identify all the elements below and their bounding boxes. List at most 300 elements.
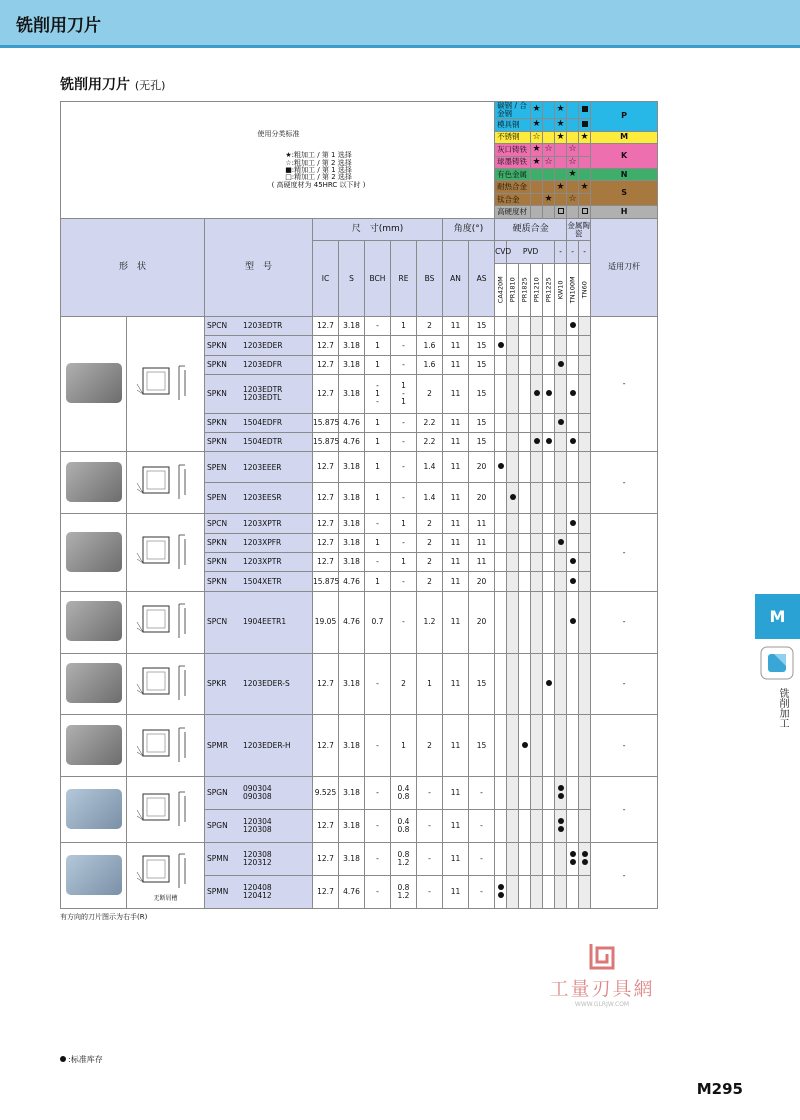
model-cell [205,375,313,414]
dim-cell [365,413,391,432]
grade-cell [567,452,579,483]
grade-cell [519,843,531,876]
grade-cell [555,413,567,432]
dim-cell [313,483,339,514]
grade-cell [543,317,555,336]
dim-cell [313,452,339,483]
iso-group-K [591,144,658,169]
watermark-logo-icon [587,942,617,970]
stock-legend-text: :标准库存 [68,1055,103,1064]
grade-cell [543,355,555,374]
grade-cell [495,777,507,810]
material-name: 有色金属 [497,169,528,179]
dim-value: 11 [450,462,461,472]
insert-drawing-icon [135,598,197,644]
grade-cell [495,653,507,715]
dim-value: 12.7 [317,557,334,567]
dim-cell [469,572,495,591]
model-code: 1203EDTR 1203EDTL [243,385,283,402]
material-mark-cell [543,181,555,193]
material-mark-cell [555,169,567,181]
material-mark-0: ★ [532,104,541,115]
material-mark-cell [555,131,567,143]
material-mark-cell [531,131,543,143]
dim-value: 3.18 [343,340,360,350]
legend-title: 使用分类标准 [257,129,300,138]
legend-item: ( 高硬度材为 45HRC 以下时 ) [271,180,366,189]
legend-item: ☆:粗加工 / 第 2 选择 [285,158,352,167]
insert-drawing-icon [135,459,197,505]
stock-dot [498,463,504,469]
col-model-label: 型 号 [244,261,272,272]
grade-cell [555,715,567,777]
dim-value: - [428,821,431,831]
model-prefix: SPEN [207,462,227,472]
grade-cell [519,413,531,432]
material-name: 模具钢 [497,119,520,129]
material-mark-2: ★ [556,131,565,142]
model-cell [205,810,313,843]
watermark [536,942,668,1008]
grade-cell [567,653,579,715]
material-mark-cell [531,144,543,156]
dim-value: 11 [450,340,461,350]
dim-cell [443,533,469,552]
grade-cell [555,433,567,452]
dim-value: 1 - 1 [401,381,406,406]
stock-dot [498,342,504,348]
grade-cell [507,355,519,374]
dim-value: 11 [450,321,461,331]
dim-value: - [376,821,379,831]
grade-cell [519,317,531,336]
grade-cell [495,715,507,777]
dim-cell [469,355,495,374]
grade-cell [579,591,591,653]
grade-PR1210 [531,263,543,316]
dim-cell [391,777,417,810]
dim-value: 15 [476,340,487,350]
material-mark-cell [555,193,567,205]
dim-cell [365,533,391,552]
grade-cell [579,336,591,355]
section-subtitle: (无孔) [134,79,166,92]
table-row [61,317,658,336]
watermark-url: WWW.GLRJW.COM [574,1001,630,1008]
material-mark-cell [567,131,579,143]
holder-cell [591,777,658,843]
dim-value: 11 [450,537,461,547]
model-prefix: SPKN [207,437,227,447]
stock-dot [498,892,504,898]
insert-photo [61,317,127,452]
grade-cell [543,533,555,552]
grade-cell [567,483,579,514]
stock-dot [558,785,564,791]
grade-cell [519,514,531,533]
dim-value: 11 [450,557,461,567]
dim-cell [417,433,443,452]
dim-value: 15 [476,679,487,689]
model-prefix: SPKN [207,557,227,567]
material-row-label [495,181,531,193]
dim-value: 12.7 [317,340,334,350]
grade-cell [519,552,531,571]
material-mark-cell [543,102,555,119]
grade-cell [543,810,555,843]
dim-value: 11 [450,821,461,831]
grade-cell [507,336,519,355]
grade-cell [567,533,579,552]
stock-dot [558,539,564,545]
grade-cell [495,336,507,355]
dim-value: 1 [401,321,406,331]
grade-cell [579,777,591,810]
grade-cell [519,653,531,715]
grade-cell [531,572,543,591]
insert-image [66,601,122,641]
dim-value: 15 [476,437,487,447]
grade-cell [543,552,555,571]
model-code: 1203XPFR [243,537,282,547]
grade-cell [507,483,519,514]
grade-cell [519,533,531,552]
dim-cell [339,514,365,533]
material-mark-3: ☆ [568,156,577,167]
grade-cell [507,875,519,908]
dim-value: 20 [476,576,487,586]
stock-dot [582,851,588,857]
insert-drawing [127,653,205,715]
material-mark-cell [555,119,567,131]
grade-cell [543,336,555,355]
col-shape-label: 形 状 [118,261,146,272]
grade-cell [531,317,543,336]
holder-value: - [622,379,626,389]
insert-drawing [127,452,205,514]
grade-cell [567,777,579,810]
insert-drawing [127,514,205,591]
stock-dot [558,793,564,799]
grade-cell [495,483,507,514]
material-mark-1: ☆ [544,144,553,155]
dim-cell [417,483,443,514]
stock-dot [582,859,588,865]
dim-label: IC [321,273,330,283]
material-mark-cell [531,206,543,218]
col-pvd [507,241,555,264]
dim-value: - [402,462,405,472]
dim-value: 3.18 [343,389,360,399]
dim-value: - [402,340,405,350]
grade-cell [495,317,507,336]
grade-cell [531,483,543,514]
dim-cell [339,875,365,908]
grade-cell [555,317,567,336]
dim-value: 4.76 [343,617,360,627]
stock-dot [570,618,576,624]
col-carbide-label: 硬质合金 [512,223,549,234]
grade-cell [579,483,591,514]
dim-cell [391,514,417,533]
model-code: 1203EESR [243,493,282,503]
grade-cell [519,452,531,483]
dim-value: 0.4 0.8 [397,817,410,835]
dim-cell [339,552,365,571]
dim-cell [469,533,495,552]
grade-cell [531,336,543,355]
dim-cell [469,552,495,571]
grade-cell [555,653,567,715]
grade-TN100M [567,263,579,316]
dim-cell [339,483,365,514]
grade-label: CA420M [496,276,505,304]
dim-value: 1 [401,740,406,750]
insert-table [60,101,658,909]
dim-cell [339,375,365,414]
model-cell [205,355,313,374]
grade-TN60 [579,263,591,316]
material-mark-2: ★ [556,181,565,192]
dim-value: 1.4 [423,493,436,503]
dim-cell [417,591,443,653]
insert-photo [61,843,127,909]
dim-value: 0.8 1.2 [397,850,410,867]
drawing-note: 无断屑槽 [153,895,178,903]
grade-cell [495,413,507,432]
dim-value: 11 [450,679,461,689]
iso-group-P [591,102,658,132]
material-mark-0: ★ [532,119,541,130]
dim-cell [417,355,443,374]
material-mark-cell [567,144,579,156]
grade-cell [495,375,507,414]
dim-value: 11 [476,537,487,547]
dim-cell [469,433,495,452]
dim-cell [313,336,339,355]
dim-cell [469,452,495,483]
dim-cell [339,355,365,374]
col-dash [555,241,567,264]
dim-value: 11 [450,617,461,627]
material-mark-cell [543,144,555,156]
dim-value: 20 [476,617,487,627]
grade-KW10 [555,263,567,316]
grade-cell [519,572,531,591]
dim-value: 12.7 [317,854,334,864]
grade-cell [579,433,591,452]
dim-value: 1 [401,557,406,567]
grade-cell [543,433,555,452]
dim-cell [443,591,469,653]
legend-item: □:精加工 / 第 2 选择 [285,173,352,182]
grade-cell [567,572,579,591]
material-name: 碳钢 / 合金钢 [497,101,527,119]
material-name: 耐热合金 [497,182,528,192]
model-code: 1203EDFR [243,360,283,370]
dim-value: 1.6 [423,340,436,350]
grade-cell [507,375,519,414]
grade-cell [507,433,519,452]
material-mark-4 [582,106,588,112]
grade-cell [579,653,591,715]
dim-value: 0.4 0.8 [397,784,410,802]
dim-cell [365,452,391,483]
stock-dot [570,438,576,444]
col-dim-AS [469,241,495,317]
grade-cell [495,355,507,374]
side-tab-m[interactable]: M [755,594,800,639]
grade-cell [495,533,507,552]
model-prefix: SPGN [207,788,228,798]
dim-cell [469,375,495,414]
grade-cell [555,336,567,355]
grade-cell [531,591,543,653]
grade-cell [519,355,531,374]
dim-value: - [376,788,379,798]
dim-cell [443,810,469,843]
material-mark-2: ★ [556,104,565,115]
insert-image [66,855,122,895]
dim-cell [469,777,495,810]
grade-label: PR1810 [508,277,517,303]
dim-value: 1 [375,576,380,586]
grade-cell [543,653,555,715]
col-dims-label: 尺 寸(mm) [351,223,404,234]
grade-cell [507,552,519,571]
insert-drawing-icon [135,722,197,768]
dim-cell [391,552,417,571]
dim-value: 11 [450,788,461,798]
grade-cell [555,591,567,653]
grade-cell [579,355,591,374]
grade-cell [519,483,531,514]
grade-cell [555,843,567,876]
grade-cell [507,777,519,810]
section-title [60,74,165,94]
grade-cell [495,552,507,571]
material-mark-cell [531,169,543,181]
dim-value: - [480,887,483,897]
grade-cell [555,533,567,552]
dim-value: 3.18 [343,518,360,528]
dim-value: 15.875 [313,437,340,447]
dim-cell [313,810,339,843]
material-mark-cell [543,119,555,131]
grade-cell [579,552,591,571]
stock-dot [546,390,552,396]
dim-value: 11 [450,576,461,586]
material-mark-cell [555,181,567,193]
material-mark-1: ★ [544,193,553,204]
material-mark-cell [567,156,579,168]
material-row-label [495,144,531,156]
holder-value: - [622,740,626,750]
material-mark-cell [543,156,555,168]
grade-cell [531,433,543,452]
grade-label: PR1825 [520,277,529,303]
model-code: 1504XETR [243,576,282,586]
grade-cell [531,875,543,908]
grade-cell [555,483,567,514]
grade-cell [519,375,531,414]
holder-cell [591,715,658,777]
dim-value: 11 [450,389,461,399]
material-mark-cell [567,181,579,193]
grade-cell [507,413,519,432]
model-cell [205,413,313,432]
material-mark-2: ★ [556,119,565,130]
material-mark-1: ☆ [544,156,553,167]
col-dim-BS [417,241,443,317]
dim-value: 4.76 [343,887,360,897]
material-mark-cell [543,206,555,218]
grade-cell [543,875,555,908]
dim-cell [391,533,417,552]
insert-drawing-icon [135,848,197,894]
dim-cell [469,875,495,908]
dim-cell [391,317,417,336]
material-mark-cell [579,131,591,143]
model-cell [205,483,313,514]
model-cell [205,336,313,355]
grade-cell [495,591,507,653]
grade-cell [519,433,531,452]
model-cell [205,875,313,908]
dim-cell [391,355,417,374]
model-cell [205,572,313,591]
material-mark-cell [531,193,543,205]
material-row-label [495,156,531,168]
dim-cell [313,875,339,908]
dim-cell [417,317,443,336]
model-code: 1203EEER [243,462,282,472]
material-mark-cell [531,181,543,193]
dim-cell [469,413,495,432]
dim-cell [313,375,339,414]
iso-group-label: H [620,206,628,216]
dash-label: - [571,247,574,257]
grade-cell [567,336,579,355]
iso-group-label: N [620,169,628,179]
dim-value: 20 [476,462,487,472]
material-mark-cell [555,206,567,218]
insert-photo [61,777,127,843]
grade-cell [567,317,579,336]
grade-cell [567,514,579,533]
dim-cell [417,514,443,533]
col-dim-BCH [365,241,391,317]
model-prefix: SPKN [207,340,227,350]
dim-cell [417,875,443,908]
model-code: 1203EDER-S [243,679,290,689]
material-row-label [495,131,531,143]
table-row [61,452,658,483]
dim-cell [417,375,443,414]
grade-cell [555,810,567,843]
dim-value: 15 [476,321,487,331]
dim-cell [443,483,469,514]
holder-value: - [622,617,626,627]
model-code: 1203EDTR [243,321,283,331]
dim-value: 12.7 [317,462,334,472]
dim-value: 12.7 [317,679,334,689]
dim-value: 1 [375,493,380,503]
grade-cell [579,452,591,483]
dim-value: - [402,576,405,586]
dim-value: 11 [476,518,487,528]
grade-cell [579,810,591,843]
